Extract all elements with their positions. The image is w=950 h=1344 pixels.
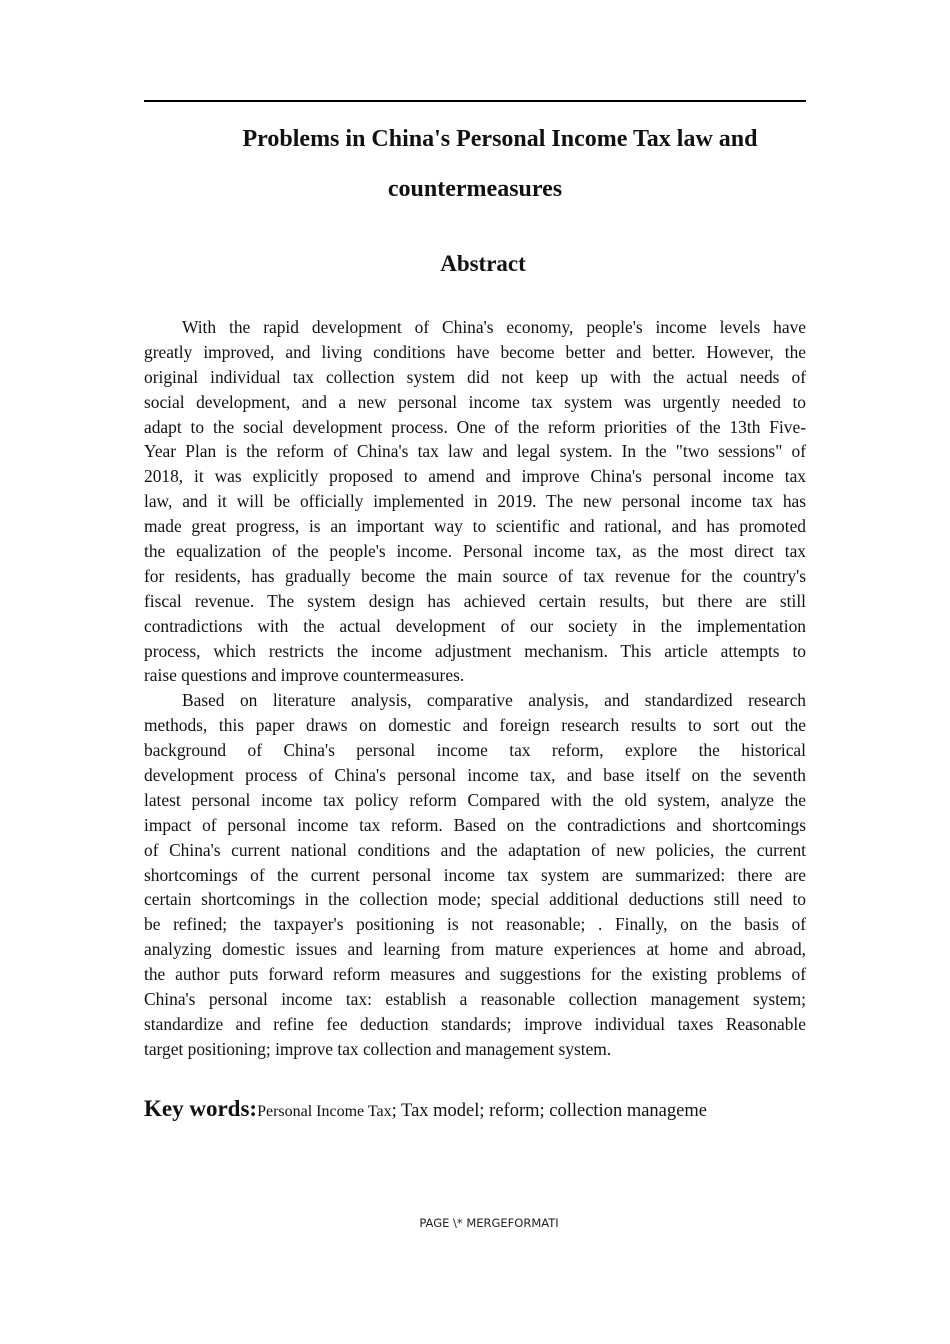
text-line: be refined; the taxpayer's positioning is not reasonable; . Finally, on the basis of bbox=[144, 914, 806, 935]
text-line: analyzing domestic issues and learning from mature experiences at home and abroad, bbox=[144, 939, 806, 960]
text-line: certain shortcomings in the collection mode; special additional deductions still need to bbox=[144, 889, 806, 910]
text-line: impact of personal income tax reform. Based on the contradictions and shortcomings bbox=[144, 814, 806, 835]
abstract-paragraph bbox=[144, 315, 806, 688]
keywords bbox=[144, 1096, 707, 1122]
page-footer: PAGE \* MERGEFORMATI bbox=[419, 1216, 559, 1230]
text-line: of China's current national conditions and the adaptation of new policies, the current bbox=[144, 839, 806, 860]
text-line: background of China's personal income tax reform, explore the historical bbox=[144, 740, 806, 761]
text-line: for residents, has gradually become the main source of tax revenue for the country's bbox=[144, 565, 806, 586]
text-line: fiscal revenue. The system design has achieved certain results, but there are still bbox=[144, 590, 806, 611]
abstract-body bbox=[144, 315, 806, 1062]
text-line: methods, this paper draws on domestic and foreign research results to sort out the bbox=[144, 715, 806, 736]
document-title-line-1: Problems in China's Personal Income Tax law and bbox=[242, 126, 758, 152]
text-line: social development, and a new personal income tax system was urgently needed to bbox=[144, 391, 806, 412]
text-line: 2018, it was explicitly proposed to amend and improve China's personal income tax bbox=[144, 466, 806, 487]
text-line: With the rapid development of China's economy, people's income levels have bbox=[182, 317, 806, 337]
text-line: law, and it will be officially implemented in 2019. The new personal income tax has bbox=[144, 491, 806, 512]
text-line: China's personal income tax: establish a reasonable collection management system; bbox=[144, 989, 806, 1010]
document-title-line-2: countermeasures bbox=[387, 176, 563, 202]
text-line: contradictions with the actual development of our society in the implementation bbox=[144, 615, 806, 636]
keywords-rest: ; Tax model; reform; collection manageme bbox=[391, 1101, 707, 1121]
abstract-heading: Abstract bbox=[440, 251, 526, 276]
header-rule bbox=[144, 100, 806, 102]
text-line: development process of China's personal income tax, and base itself on the seventh bbox=[144, 765, 806, 786]
text-line: latest personal income tax policy reform Compared with the old system, analyze the bbox=[144, 789, 806, 810]
text-line: Based on literature analysis, comparative analysis, and standardized research bbox=[182, 690, 806, 711]
text-line: process, which restricts the income adjustment mechanism. This article attempts to bbox=[144, 640, 806, 661]
text-line: Year Plan is the reform of China's tax law and legal system. In the "two sessions" of bbox=[144, 441, 806, 462]
text-line: the equalization of the people's income. Personal income tax, as the most direct tax bbox=[144, 541, 806, 562]
abstract-paragraph bbox=[144, 688, 806, 1061]
keyword-first: Personal Income Tax bbox=[257, 1103, 392, 1120]
text-line: the author puts forward reform measures and suggestions for the existing problems of bbox=[144, 964, 806, 985]
text-line: adapt to the social development process. One of the reform priorities of the 13th Five- bbox=[144, 416, 806, 437]
text-line: greatly improved, and living conditions have become better and better. However, the bbox=[144, 341, 806, 362]
keywords-label: Key words: bbox=[144, 1096, 258, 1121]
text-line: standardize and refine fee deduction standards; improve individual taxes Reasonable bbox=[144, 1013, 806, 1034]
text-line: original individual tax collection system did not keep up with the actual needs of bbox=[144, 366, 806, 387]
text-line: raise questions and improve countermeasures. bbox=[144, 665, 465, 686]
text-line: target positioning; improve tax collection and management system. bbox=[144, 1038, 612, 1059]
text-line: shortcomings of the current personal income tax system are summarized: there are bbox=[144, 864, 806, 885]
text-line: made great progress, is an important way to scientific and rational, and has promoted bbox=[144, 516, 806, 537]
